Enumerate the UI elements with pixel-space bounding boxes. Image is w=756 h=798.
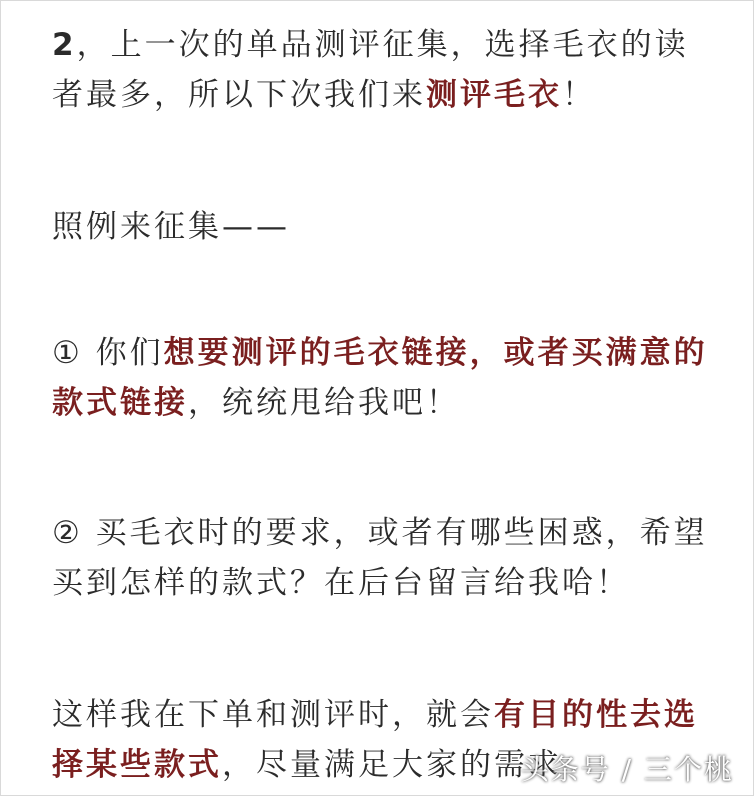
paragraph-text: ，尽量满足大家的需求	[222, 747, 562, 783]
paragraph-intro	[52, 202, 290, 252]
paragraph-text: 你们	[82, 335, 164, 371]
item-number: 2	[52, 27, 77, 63]
paragraph-text: 照例来征集——	[52, 209, 290, 245]
paragraph-survey-result	[52, 20, 712, 120]
highlight-text: 想要测评的毛衣链接，或者买满意的款式链接	[52, 335, 708, 421]
paragraph-item-two	[52, 508, 712, 608]
paragraph-text: ，上一次的单品测评征集，选择毛衣的读者最多，所以下次我们来	[52, 27, 689, 113]
highlight-text: 测评毛衣	[426, 77, 562, 113]
paragraph-text: 这样我在下单和测评时，就会	[52, 697, 494, 733]
watermark: 头条号 / 三个桃	[520, 753, 734, 786]
paragraph-item-one	[52, 328, 712, 428]
paragraph-text: ！	[562, 77, 596, 113]
highlight-text: 有目的性去选择某些款式	[52, 697, 698, 783]
paragraph-text: ，统统甩给我吧！	[188, 385, 460, 421]
paragraph-text: 买毛衣时的要求，或者有哪些困惑，希望买到怎样的款式？在后台留言给我哈！	[52, 515, 708, 601]
circled-number: ①	[52, 335, 83, 371]
circled-number: ②	[52, 515, 83, 551]
